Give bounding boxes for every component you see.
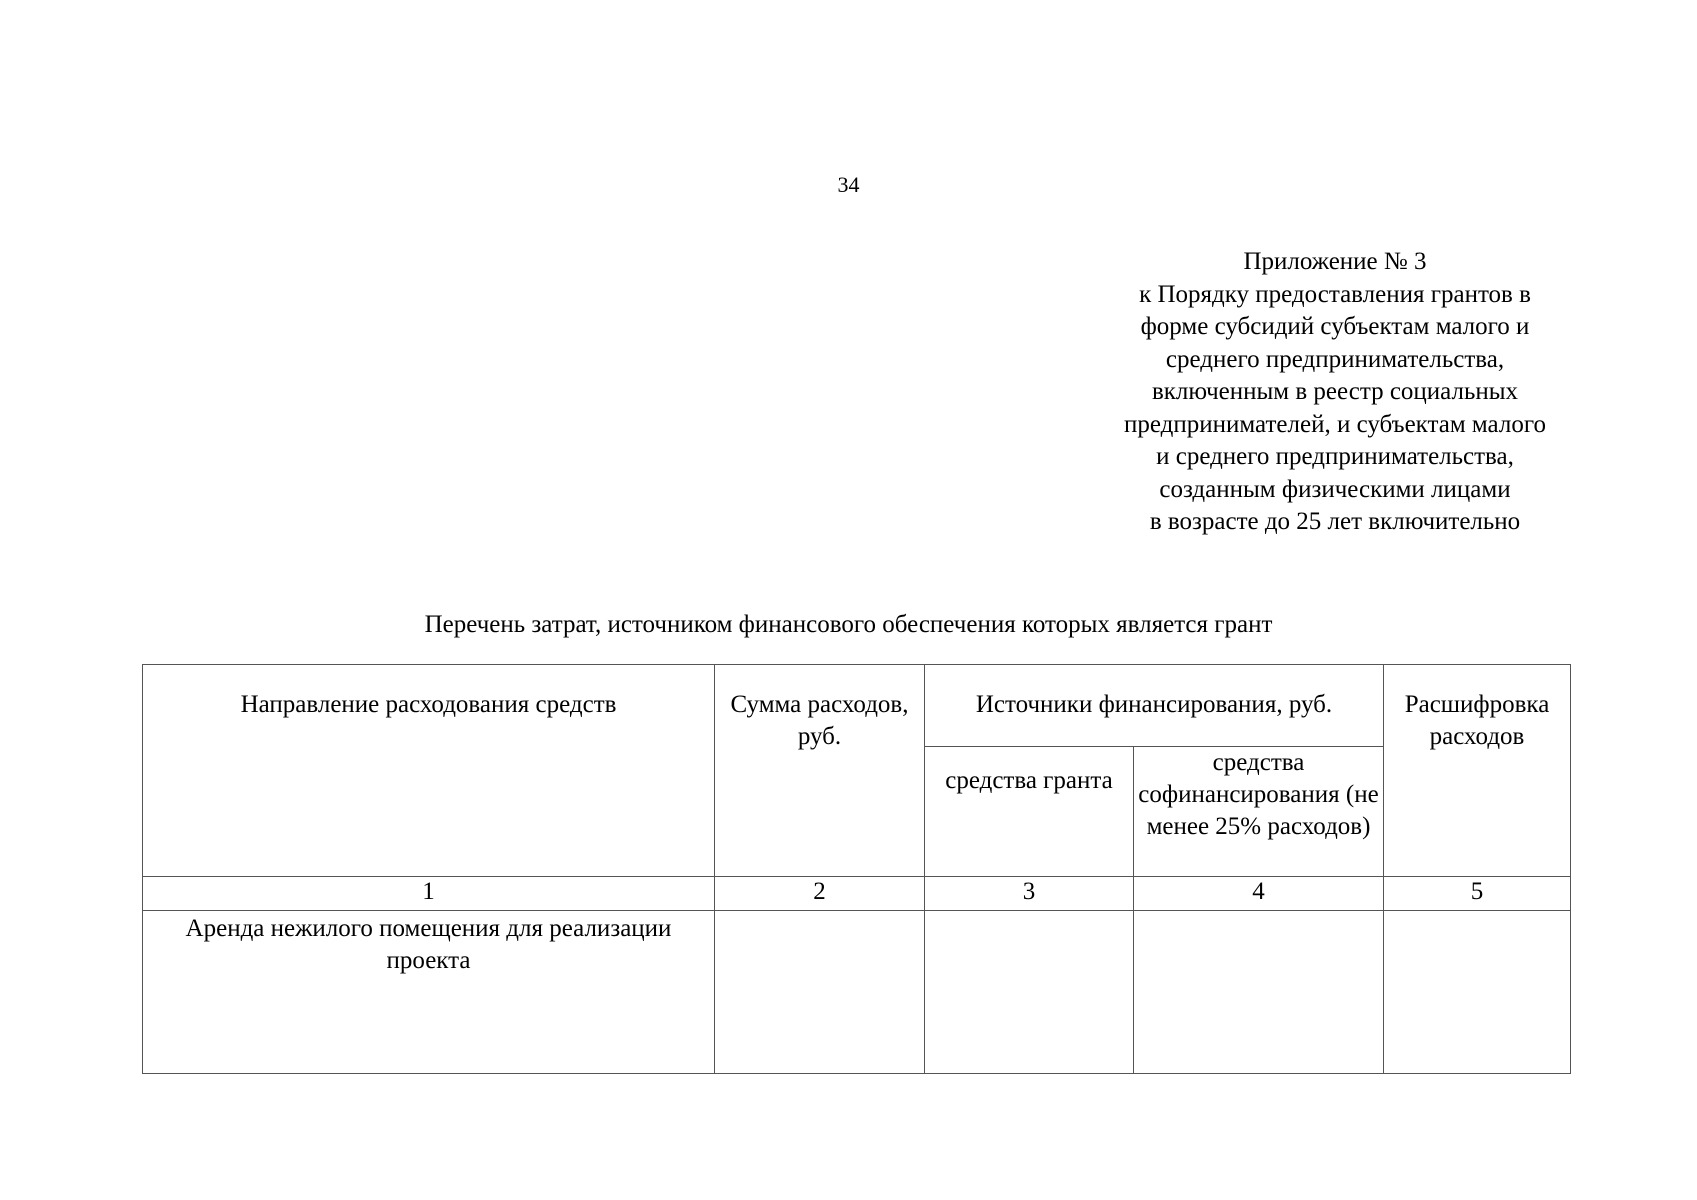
cell-breakdown xyxy=(1384,911,1571,1074)
cell-direction xyxy=(143,911,715,1074)
header-cofinancing-label: средства софинансирования (не менее 25% расходов) xyxy=(1138,749,1379,840)
appendix-line: среднего предпринимательства, xyxy=(1165,345,1505,373)
appendix-line: к Порядку предоставления грантов в xyxy=(1139,280,1531,308)
header-direction-label: Направление расходования средств xyxy=(240,691,617,718)
page-number: 34 xyxy=(837,172,860,197)
appendix-line: включенным в реестр социальных xyxy=(1151,378,1519,405)
column-number: 3 xyxy=(925,877,1134,911)
column-number-row xyxy=(143,877,1571,911)
header-sum xyxy=(715,665,925,877)
column-number: 5 xyxy=(1384,877,1571,911)
appendix-header xyxy=(1090,246,1580,539)
cell-direction-text: Аренда нежилого помещения для реализации проекта xyxy=(185,915,672,974)
cost-table xyxy=(142,664,1571,1074)
header-grant-label: средства гранта xyxy=(945,767,1113,794)
cell-grant xyxy=(925,911,1134,1074)
header-cofinancing xyxy=(1134,747,1384,877)
header-sources xyxy=(925,665,1384,747)
appendix-line: форме субсидий субъектам малого и xyxy=(1140,313,1530,340)
column-number: 4 xyxy=(1134,877,1384,911)
header-sum-label: Сумма расходов, руб. xyxy=(730,691,909,750)
column-number: 2 xyxy=(715,877,925,911)
document-title: Перечень затрат, источником финансового обеспечения которых является грант xyxy=(424,611,1273,638)
header-grant xyxy=(925,747,1134,877)
header-direction xyxy=(143,665,715,877)
appendix-line: предпринимателей, и субъектам малого xyxy=(1124,410,1546,438)
header-breakdown-label: Расшифровка расходов xyxy=(1404,691,1550,750)
cell-sum xyxy=(715,911,925,1074)
appendix-line: в возрасте до 25 лет включительно xyxy=(1149,508,1521,535)
header-sources-label: Источники финансирования, руб. xyxy=(975,691,1333,718)
cell-cofinancing xyxy=(1134,911,1384,1074)
table-row xyxy=(143,911,1571,1074)
column-number: 1 xyxy=(143,877,715,911)
header-breakdown xyxy=(1384,665,1571,877)
appendix-line: созданным физическими лицами xyxy=(1159,475,1511,503)
appendix-line: и среднего предпринимательства, xyxy=(1156,443,1514,470)
appendix-line: Приложение № 3 xyxy=(1243,248,1427,275)
